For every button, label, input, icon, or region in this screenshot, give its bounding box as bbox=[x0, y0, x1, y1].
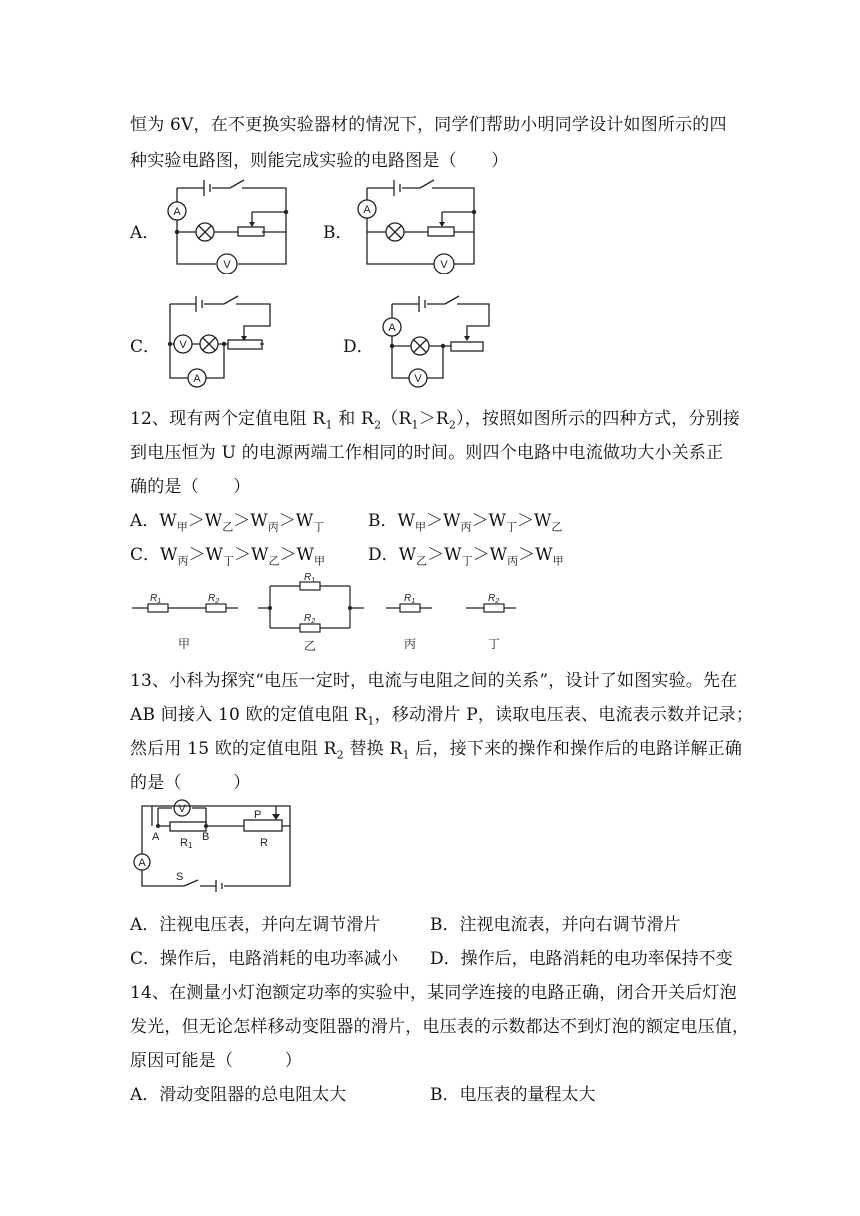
q11-option-d-label: D． bbox=[343, 337, 374, 357]
q13-line-3: 然后用 15 欧的定值电阻 $R_2$ 替换 $R_1$ 后，接下来的操作和操作后的电路详解正确 bbox=[130, 739, 743, 762]
svg-text:V: V bbox=[440, 259, 448, 271]
q13-option-a: A．注视电压表，并向左调节滑片 bbox=[130, 915, 381, 935]
q13-option-c: C．操作后，电路消耗的电功率减小 bbox=[130, 949, 399, 969]
q12-resistor-figure bbox=[128, 572, 528, 654]
svg-text:S: S bbox=[176, 871, 184, 883]
svg-text:R1: R1 bbox=[180, 837, 193, 850]
q12-line-3: 确的是（ ） bbox=[130, 477, 251, 497]
q13-circuit bbox=[130, 796, 300, 896]
q14-line-3: 原因可能是（ ） bbox=[130, 1051, 302, 1071]
svg-text:V: V bbox=[414, 373, 422, 385]
svg-text:R: R bbox=[260, 837, 268, 849]
q11-circuit-b bbox=[350, 176, 485, 274]
q14-option-a: A．滑动变阻器的总电阻太大 bbox=[130, 1085, 347, 1105]
svg-text:R1: $R_1$ bbox=[404, 593, 416, 605]
q13-line-4: 的是（ ） bbox=[130, 773, 251, 793]
q13-line-1: 13、小科为探究“电压一定时，电流与电阻之间的关系”，设计了如图实验。先在 bbox=[130, 671, 738, 691]
q11-line-2: 种实验电路图，则能完成实验的电路图是（ ） bbox=[130, 151, 509, 171]
q11-circuit-c bbox=[160, 290, 290, 390]
q11-option-b-label: B． bbox=[323, 223, 353, 243]
svg-text:R1: $R_1$ bbox=[304, 572, 316, 584]
q12-option-c: C．$W_丙>W_丁>W_乙>W_甲$ bbox=[130, 545, 325, 568]
q13-line-2: AB 间接入 10 欧的定值电阻 $R_1$，移动滑片 P，读取电压表、电流表示数并记录； bbox=[130, 705, 754, 728]
q12-option-b: B．$W_甲>W_丙>W_丁>W_乙$ bbox=[368, 511, 563, 534]
q11-circuit-a bbox=[160, 176, 295, 274]
svg-text:A: A bbox=[193, 373, 201, 385]
svg-text:A: A bbox=[363, 204, 371, 216]
svg-text:A: A bbox=[152, 831, 160, 843]
svg-text:R2: $R_2$ bbox=[488, 593, 500, 605]
q14-option-b: B．电压表的量程太大 bbox=[430, 1085, 596, 1105]
q12-option-d: D．$W_乙>W_丁>W_丙>W_甲$ bbox=[368, 545, 564, 568]
svg-text:R2: $R_2$ bbox=[304, 613, 316, 625]
label-yi: 乙 bbox=[303, 639, 317, 653]
label-ding: 丁 bbox=[487, 637, 501, 651]
q12-line-1: 12、现有两个定值电阻 $R_1$ 和 $R_2(R_1>R_2)$，按照如图所示的四种方式，分别接 bbox=[130, 409, 740, 432]
q11-option-c-label: C． bbox=[130, 337, 161, 357]
q14-line-2: 发光，但无论怎样移动变阻器的滑片，电压表的示数都达不到灯泡的额定电压值， bbox=[130, 1017, 750, 1037]
q12-line-2: 到电压恒为 U 的电源两端工作相同的时间。则四个电路中电流做功大小关系正 bbox=[130, 443, 724, 463]
svg-text:R1: $R_1$ bbox=[150, 593, 162, 605]
q11-option-a-label: A． bbox=[130, 223, 160, 243]
svg-text:P: P bbox=[254, 809, 262, 821]
voltmeter-label: V bbox=[223, 259, 231, 271]
svg-text:V: V bbox=[178, 803, 186, 815]
q13-option-d: D．操作后，电路消耗的电功率保持不变 bbox=[430, 949, 733, 969]
svg-text:B: B bbox=[202, 831, 210, 843]
ammeter-label: A bbox=[173, 206, 181, 218]
svg-text:V: V bbox=[179, 339, 187, 351]
label-jia: 甲 bbox=[177, 637, 191, 651]
q13-option-b: B．注视电流表，并向右调节滑片 bbox=[430, 915, 681, 935]
q12-option-a: A．$W_甲>W_乙>W_丙>W_丁$ bbox=[130, 511, 325, 534]
q11-line-1: 恒为 6V，在不更换实验器材的情况下，同学们帮助小明同学设计如图所示的四 bbox=[130, 115, 727, 135]
label-bing: 丙 bbox=[403, 637, 417, 651]
svg-text:R2: $R_2$ bbox=[208, 593, 220, 605]
svg-text:A: A bbox=[138, 857, 146, 869]
q14-line-1: 14、在测量小灯泡额定功率的实验中，某同学连接的电路正确，闭合开关后灯泡 bbox=[130, 983, 737, 1003]
svg-text:A: A bbox=[388, 322, 396, 334]
q11-circuit-d bbox=[375, 290, 505, 390]
